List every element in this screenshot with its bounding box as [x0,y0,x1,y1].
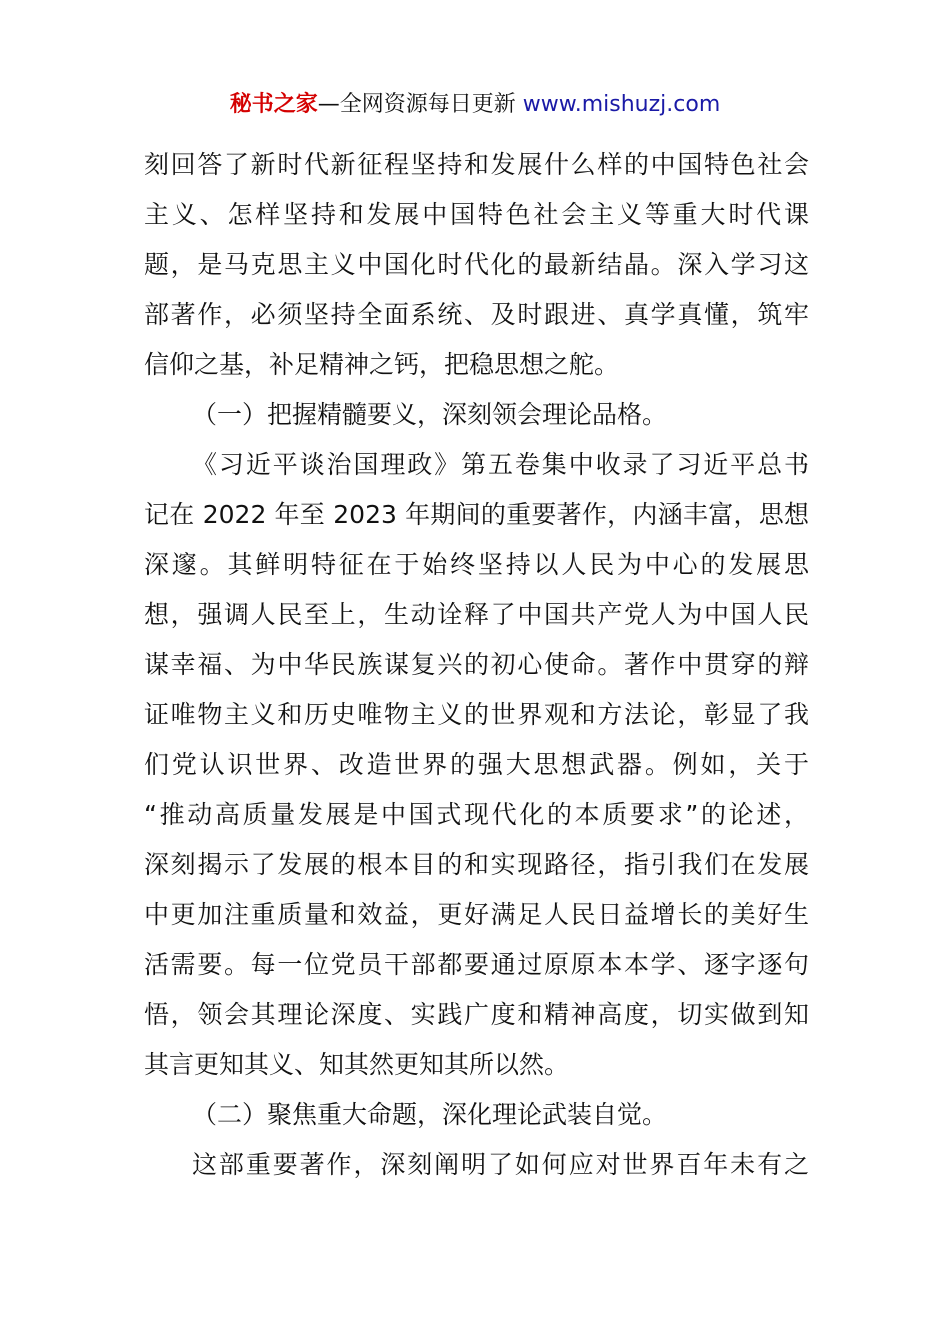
document-body [144,140,809,1190]
brand-name: 秘书之家 [229,92,318,117]
text-line: 想，强调人民至上，生动诠释了中国共产党人为中国人民 [144,600,809,629]
text-line: 中更加注重质量和效益，更好满足人民日益增长的美好生 [144,900,809,929]
section-heading: （二）聚焦重大命题，深化理论武装自觉。 [192,1100,668,1129]
text-line: 记在 2022 年至 2023 年期间的重要著作，内涵丰富，思想 [144,500,809,529]
site-header [0,88,950,122]
text-line: 题，是马克思主义中国化时代化的最新结晶。深入学习这 [144,250,809,279]
text-line: 刻回答了新时代新征程坚持和发展什么样的中国特色社会 [144,150,809,179]
site-url-link[interactable]: www.mishuzj.com [522,92,721,117]
text-line: 《习近平谈治国理政》第五卷集中收录了习近平总书 [192,450,809,479]
text-line: 活需要。每一位党员干部都要通过原原本本学、逐字逐句 [144,950,809,979]
text-line: 谋幸福、为中华民族谋复兴的初心使命。著作中贯穿的辩 [144,650,809,679]
text-line: 其言更知其义、知其然更知其所以然。 [144,1050,570,1079]
text-line: “推动高质量发展是中国式现代化的本质要求”的论述， [144,800,809,829]
text-line: 信仰之基，补足精神之钙，把稳思想之舵。 [144,350,620,379]
section-heading: （一）把握精髓要义，深刻领会理论品格。 [192,400,668,429]
text-line: 这部重要著作，深刻阐明了如何应对世界百年未有之 [192,1150,809,1179]
text-line: 部著作，必须坚持全面系统、及时跟进、真学真懂，筑牢 [144,300,809,329]
text-line: 证唯物主义和历史唯物主义的世界观和方法论，彰显了我 [144,700,809,729]
text-line: 悟，领会其理论深度、实践广度和精神高度，切实做到知 [144,1000,809,1029]
text-line: 们党认识世界、改造世界的强大思想武器。例如，关于 [144,750,809,779]
text-line: 深刻揭示了发展的根本目的和实现路径，指引我们在发展 [144,850,809,879]
text-line: 主义、怎样坚持和发展中国特色社会主义等重大时代课 [144,200,809,229]
text-line: 深邃。其鲜明特征在于始终坚持以人民为中心的发展思 [144,550,809,579]
header-tagline: —全网资源每日更新 [317,92,516,117]
